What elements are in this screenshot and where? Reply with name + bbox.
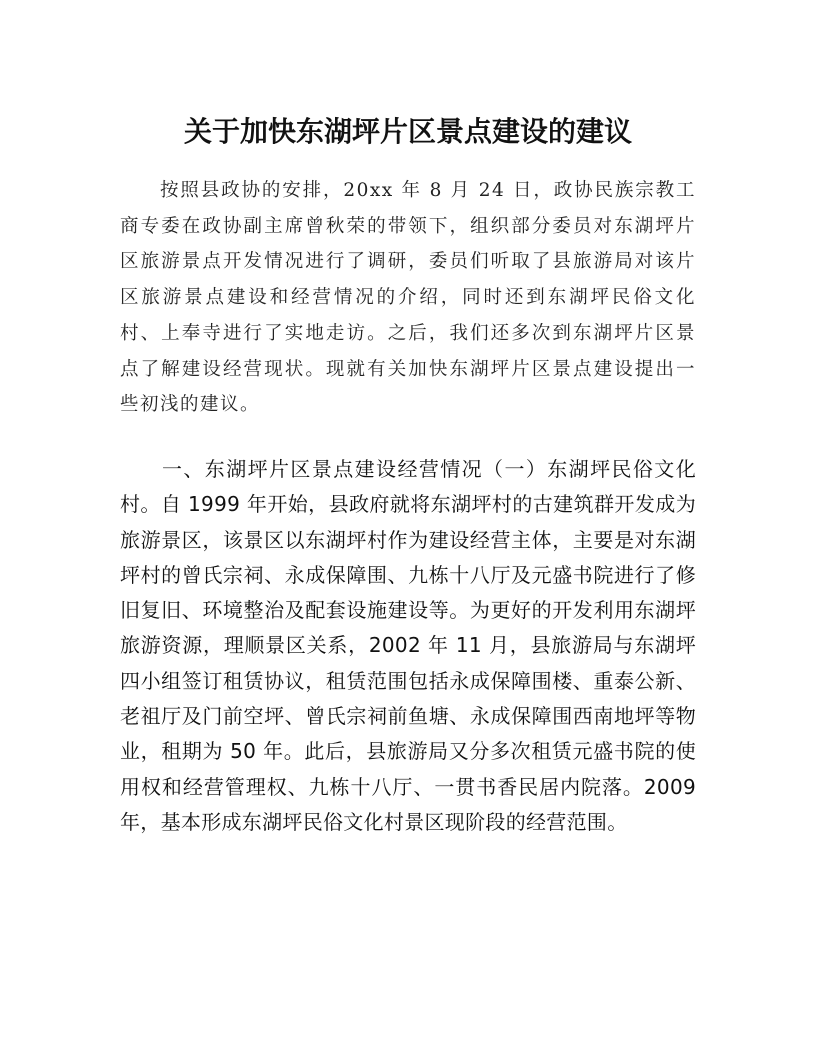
document-title: 关于加快东湖坪片区景点建设的建议 xyxy=(183,115,632,148)
section-one-paragraph: 一、东湖坪片区景点建设经营情况（一）东湖坪民俗文化村。自 1999 年开始，县政府就将东湖坪村的古建筑群开发成为旅游景区，该景区以东湖坪村作为建设经营主体，主要是对东湖坪村的曾氏宗祠、永成保障围、九栋十八厅及元盛书院进行了修旧复旧、环境整治及配套设施建设等。为更好的开发利用东湖坪旅游资源，理顺景区关系，2002 年 11 月，县旅游局与东湖坪四小组签订租赁协议，租赁范围包括永成保障围楼、重泰公新、老祖厅及门前空坪、曾氏宗祠前鱼塘、永成保障围西南地坪等物业，租期为 50 年。此后，县旅游局又分多次租赁元盛书院的使用权和经营管理权、九栋十八厅、一贯书香民居内院落。2009 年，基本形成东湖坪民俗文化村景区现阶段的经营范围。 xyxy=(120,457,696,834)
intro-paragraph: 按照县政协的安排，20xx 年 8 月 24 日，政协民族宗教工商专委在政协副主席曾秋荣的带领下，组织部分委员对东湖坪片区旅游景点开发情况进行了调研，委员们听取了县旅游局对该片区旅游景点建设和经营情况的介绍，同时还到东湖坪民俗文化村、上奉寺进行了实地走访。之后，我们还多次到东湖坪片区景点了解建设经营现状。现就有关加快东湖坪片区景点建设提出一些初浅的建议。 xyxy=(120,180,696,416)
